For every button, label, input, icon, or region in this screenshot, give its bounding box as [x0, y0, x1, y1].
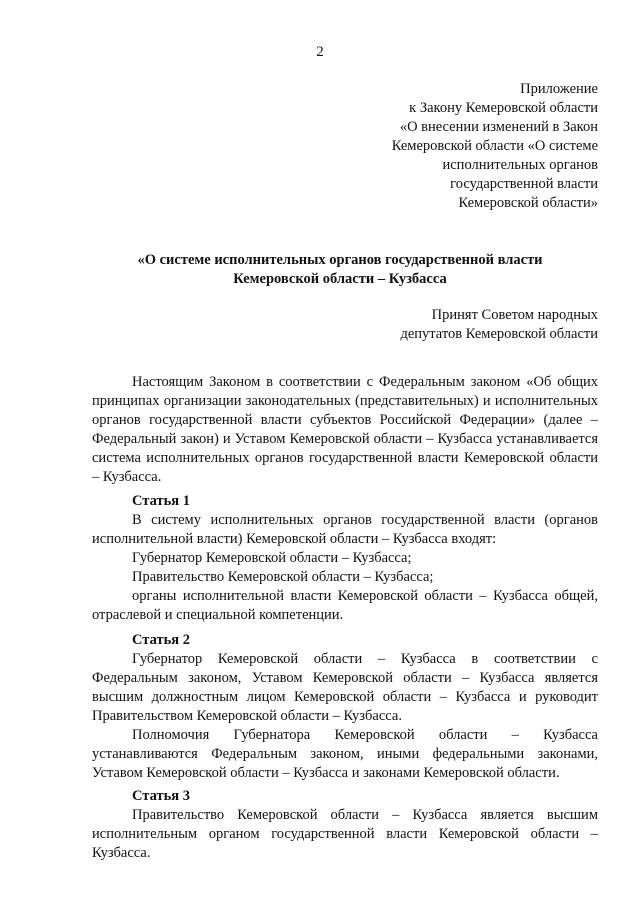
preamble-paragraph: Настоящим Законом в соответствии с Федеральным законом «Об общих принципах организации законодательных (представительных) и исполнительных органов государственной власти субъектов Российской Федерации» (далее – Федеральный закон) и Уставом Кемеровской области – Кузбасса устанавливается система исполнительных органов государственной власти Кемеровской области – Кузбасса.: [92, 374, 598, 485]
article-3: [92, 787, 598, 863]
appendix-line: к Закону Кемеровской области: [409, 100, 598, 116]
appendix-line: исполнительных органов: [442, 157, 598, 173]
title-line: Кемеровской области – Кузбасса: [233, 271, 447, 287]
adopted-line: депутатов Кемеровской области: [400, 326, 598, 342]
page-number: 2: [316, 44, 324, 60]
article-paragraph: Полномочия Губернатора Кемеровской области – Кузбасса устанавливаются Федеральным законом, иными федеральными законами, Уставом Кемеровской области – Кузбасса и законами Кемеровской области.: [92, 727, 598, 781]
article-heading: Статья 1: [132, 493, 190, 509]
title-line: «О системе исполнительных органов государственной власти: [137, 252, 543, 268]
document-title: [40, 251, 640, 289]
article-2: [92, 631, 598, 783]
appendix-block: [392, 80, 598, 213]
article-heading: Статья 2: [132, 632, 190, 648]
article-paragraph: Губернатор Кемеровской области – Кузбасса в соответствии с Федеральным законом, Уставом Кемеровской области – Кузбасса является высшим должностным лицом Кемеровской области – Кузбасса и руководит Правительством Кемеровской области – Кузбасса.: [92, 651, 598, 724]
article-paragraph: Губернатор Кемеровской области – Кузбасса;: [132, 550, 412, 566]
preamble: [92, 373, 598, 487]
adopted-line: Принят Советом народных: [431, 307, 598, 323]
article-paragraph: органы исполнительной власти Кемеровской области – Кузбасса общей, отраслевой и специальной компетенции.: [92, 588, 598, 623]
article-paragraph: Правительство Кемеровской области – Кузбасса;: [132, 569, 434, 585]
adopted-note: [400, 306, 598, 344]
article-paragraph: Правительство Кемеровской области – Кузбасса является высшим исполнительным органом государственной власти Кемеровской области – Кузбасса.: [92, 807, 598, 861]
article-1: [92, 492, 598, 625]
article-heading: Статья 3: [132, 788, 190, 804]
appendix-line: Кемеровской области «О системе: [391, 138, 598, 154]
appendix-line: государственной власти: [450, 176, 598, 192]
article-paragraph: В систему исполнительных органов государственной власти (органов исполнительной власти) Кемеровской области – Кузбасса входят:: [92, 512, 598, 547]
appendix-line: Приложение: [520, 81, 598, 97]
appendix-line: Кемеровской области»: [458, 195, 598, 211]
appendix-line: «О внесении изменений в Закон: [399, 119, 598, 135]
